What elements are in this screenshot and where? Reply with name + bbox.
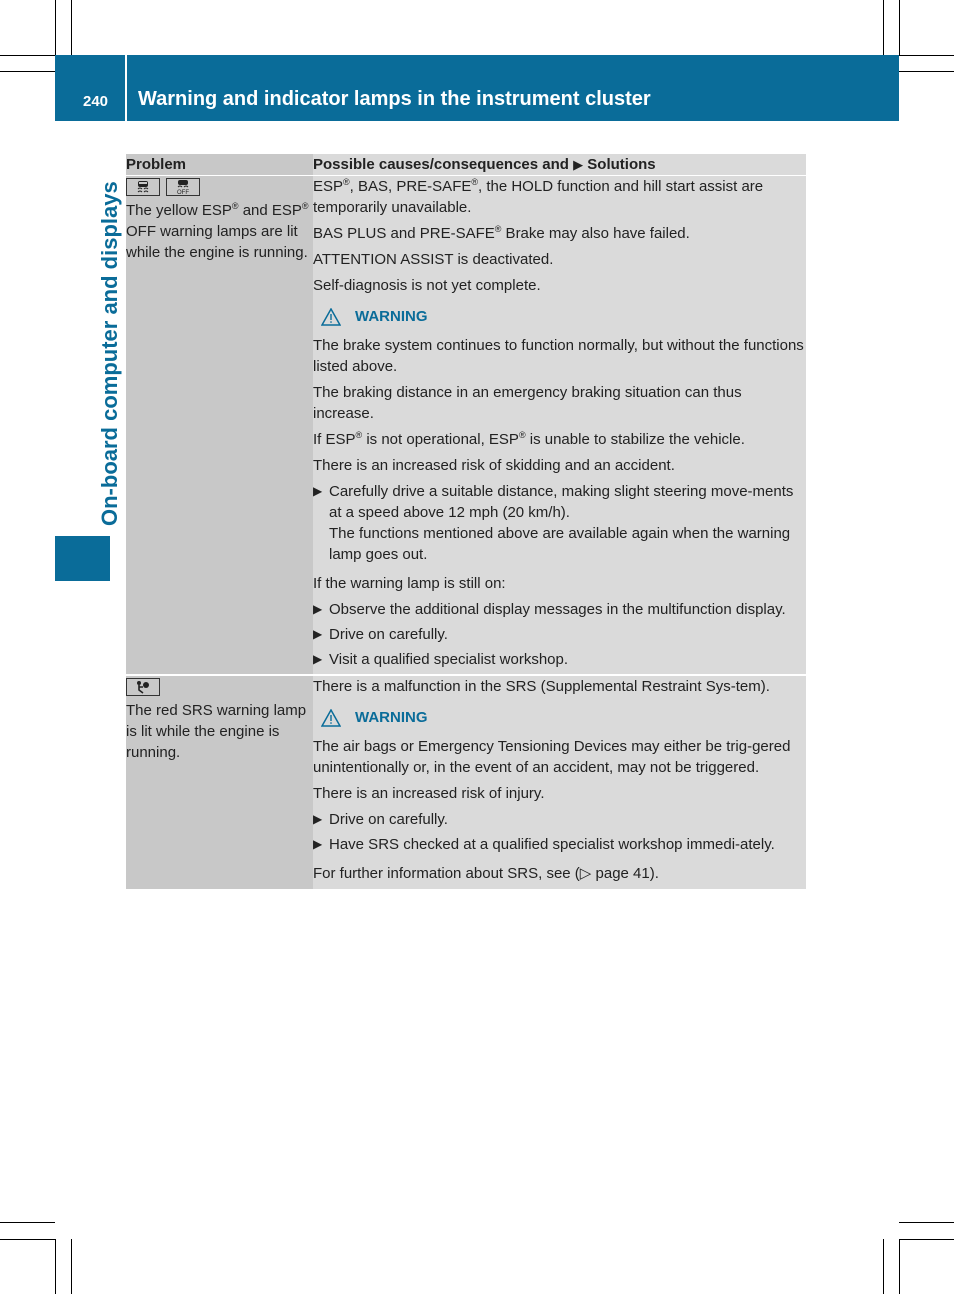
crop-mark [899, 1239, 900, 1294]
column-header-causes-label: Possible causes/consequences and [313, 156, 569, 173]
warning-text: There is an increased risk of skidding and an accident. [313, 457, 675, 474]
table-row [126, 176, 806, 676]
crop-mark [0, 1239, 55, 1240]
page-link[interactable]: page 41). [595, 865, 659, 882]
warning-text: The brake system continues to function normally, but without the functions listed above. [313, 337, 804, 375]
cause-text: Self-diagnosis is not yet complete. [313, 277, 541, 294]
crop-mark [883, 1239, 884, 1294]
crop-mark [0, 55, 55, 56]
crop-mark [899, 71, 954, 72]
crop-mark [0, 1222, 55, 1223]
bullet-arrow-icon: ▶ [313, 812, 323, 826]
section-tab [55, 121, 122, 581]
bullet-arrow-icon: ▶ [313, 484, 323, 498]
warning-heading [321, 707, 806, 728]
warning-label: WARNING [355, 709, 428, 726]
crop-mark [55, 1239, 56, 1294]
problem-description: The yellow ESP® and ESP® OFF warning lamps are lit while the engine is running. [126, 201, 309, 261]
bullet-arrow-icon: ▶ [313, 652, 323, 666]
crop-mark [899, 1239, 954, 1240]
crop-mark [55, 0, 56, 55]
cause-text: BAS PLUS and PRE-SAFE® Brake may also have failed. [313, 224, 690, 242]
problem-description: The red SRS warning lamp is lit while the engine is running. [126, 702, 307, 761]
crop-mark [899, 1222, 954, 1223]
warning-heading [321, 306, 806, 327]
solution-step: ▶ Carefully drive a suitable distance, making slight steering move-ments at a speed above 12 mph (20 km/h). The functions mentioned above are available again when the warning lamp goes out. [313, 481, 806, 565]
crop-mark [71, 0, 72, 55]
bullet-arrow-icon: ▶ [313, 837, 323, 851]
solution-step: ▶ Drive on carefully. [313, 811, 448, 828]
cause-text: ATTENTION ASSIST is deactivated. [313, 251, 554, 268]
table-row [126, 675, 806, 889]
bullet-arrow-icon: ▶ [313, 602, 323, 616]
problem-cell [126, 675, 313, 889]
header-divider [125, 55, 127, 121]
section-tab-marker [55, 536, 110, 581]
solution-step: ▶ Observe the additional display messages in the multifunction display. [313, 601, 786, 618]
crop-mark [0, 71, 55, 72]
warning-label: WARNING [355, 308, 428, 325]
page-number: 240 [83, 93, 109, 110]
warning-text: The braking distance in an emergency braking situation can thus increase. [313, 384, 742, 422]
warning-triangle-icon [321, 308, 341, 326]
solution-step: ▶ Visit a qualified specialist workshop. [313, 651, 569, 668]
cause-text: If the warning lamp is still on: [313, 575, 506, 592]
solution-step: ▶ Have SRS checked at a qualified specialist workshop immedi-ately. [313, 836, 775, 853]
table-header-row [126, 154, 806, 176]
crop-mark [899, 0, 900, 55]
crop-mark [71, 1239, 72, 1294]
warning-triangle-icon [321, 709, 341, 727]
warning-text: There is an increased risk of injury. [313, 785, 545, 802]
page-title: Warning and indicator lamps in the instrument cluster [138, 88, 651, 110]
crop-mark [883, 0, 884, 55]
page-reference: For further information about SRS, see (▷ page 41). [313, 865, 659, 882]
solution-note: The functions mentioned above are available again when the warning lamp goes out. [329, 525, 791, 563]
warning-lamp-table [126, 154, 806, 889]
problem-cell [126, 176, 313, 676]
solutions-arrow-icon: ▶ [573, 157, 584, 172]
esp-off-icon [166, 178, 200, 196]
cause-text: There is a malfunction in the SRS (Supplemental Restraint Sys-tem). [313, 678, 770, 695]
page-link-arrow-icon: ▷ [579, 865, 592, 882]
causes-cell [313, 176, 806, 676]
svg-text:OFF: OFF [177, 190, 189, 195]
lamp-icons [126, 176, 313, 198]
cause-text: ESP®, BAS, PRE-SAFE®, the HOLD function and hill start assist are temporarily unavailable. [313, 177, 764, 216]
section-tab-label: On-board computer and displays [97, 181, 122, 526]
warning-text: The air bags or Emergency Tensioning Devices may either be trig-gered unintentionally or, in the event of an accident, may not be triggered. [313, 738, 791, 776]
bullet-arrow-icon: ▶ [313, 627, 323, 641]
column-header-solutions-label: Solutions [587, 156, 656, 173]
warning-text: If ESP® is not operational, ESP® is unable to stabilize the vehicle. [313, 430, 745, 448]
column-header-problem: Problem [126, 154, 313, 176]
esp-warning-icon [126, 178, 160, 196]
lamp-icons [126, 676, 313, 698]
solution-step: ▶ Drive on carefully. [313, 626, 448, 643]
page-header [55, 55, 899, 121]
column-header-causes [313, 154, 806, 176]
srs-airbag-icon [126, 678, 160, 696]
causes-cell [313, 675, 806, 889]
crop-mark [899, 55, 954, 56]
